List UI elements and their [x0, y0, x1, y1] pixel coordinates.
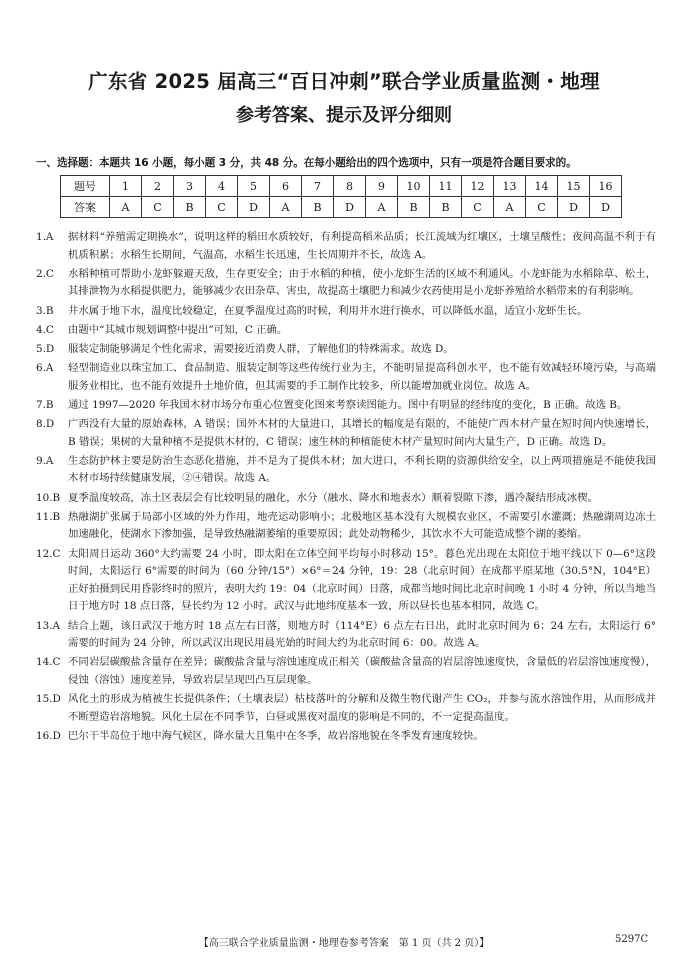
answer-item-text: 不同岩层碳酸盐含量存在差异；碳酸盐含量与溶蚀速度成正相关（碳酸盐含量高的岩层溶蚀速度快，含量低的岩层溶蚀速度慢），侵蚀（溶蚀）速度差异，导致岩层呈现凹凸互层现象。 [68, 656, 656, 686]
answer-table-number-cell: 6 [270, 176, 302, 197]
answer-table [60, 175, 622, 218]
answer-item-number: 14.C [36, 656, 61, 669]
answer-item-number: 4.C [36, 323, 54, 336]
answer-table-number-cell: 7 [302, 176, 334, 197]
answer-item-text: 巴尔干半岛位于地中海气候区，降水量大且集中在冬季，故岩溶地貌在冬季发育速度较快。 [68, 729, 484, 742]
answer-table-number-cell: 13 [494, 176, 526, 197]
answer-table-number-cell: 11 [430, 176, 462, 197]
answer-item-text: 结合上题，该日武汉于地方时 18 点左右日落，则地方时（114°E）6 点左右日出，此时北京时间为 6：24 左右，太阳运行 6°需要的时间为 24 分钟，所以武汉出现民用晨光始的时间大约为北京时间 6：00。故选 A。 [68, 619, 656, 650]
answer-item-text: 水稻种植可帮助小龙虾躲避天敌，生存更安全；由于水稻的种植，使小龙虾生活的区域不利通风。小龙虾能为水稻除草、松土，其排泄物为水稻提供肥力，能够减少农田杂草、害虫，故提高土壤肥力和减少农药使用是小龙虾养殖给水稻带来的有利影响。 [68, 267, 656, 298]
answer-table-number-row [61, 176, 622, 197]
answer-item-text: 风化土的形成为植被生长提供条件；（土壤表层）枯枝落叶的分解和及微生物代谢产生 CO₂，并参与流水溶蚀作用，从而形成并不断塑造岩溶地貌。风化土层在不同季节，白昼或黑夜对温度的影响是不同的，不一定提高温度。 [68, 693, 656, 723]
answer-table-number-cell: 3 [174, 176, 206, 197]
answer-item [36, 397, 656, 415]
answer-item [36, 416, 656, 451]
page-footer [0, 934, 688, 948]
footer-text: 【高三联合学业质量监测・地理卷参考答案 第 1 页（共 2 页）】 [198, 938, 490, 949]
page-subtitle: 参考答案、提示及评分细则 [236, 105, 452, 126]
answer-item [36, 303, 656, 321]
answer-table-number-cell: 12 [462, 176, 494, 197]
answer-table-number-cell: 15 [558, 176, 590, 197]
answer-item [36, 546, 656, 616]
answer-table-answer-cell: A [110, 197, 142, 218]
answer-item-text: 井水属于地下水，温度比较稳定，在夏季温度过高的时候，利用井水进行换水，可以降低水温，适宜小龙虾生长。 [68, 304, 588, 317]
answer-item-number: 3.B [36, 304, 54, 317]
answer-item [36, 266, 656, 301]
answer-item [36, 618, 656, 653]
answer-item-text: 生态防护林主要是防治生态恶化措施，并不是为了提供木材；加大进口，不利长期的资源供给安全，以上两项措施是不能使我国木材市场持续健康发展，②④错误。故选 A。 [68, 454, 656, 485]
answer-item-text: 由题中“其城市规划调整中提出”可知，C 正确。 [68, 323, 288, 336]
answer-table-answer-cell: B [398, 197, 430, 218]
answer-table-answer-cell: B [302, 197, 334, 218]
answer-item-number: 11.B [36, 510, 61, 523]
page-title: 广东省 2025 届高三“百日冲刺”联合学业质量监测・地理 [88, 70, 600, 93]
answer-table-number-cell: 8 [334, 176, 366, 197]
answer-table-number-cell: 5 [238, 176, 270, 197]
answer-table-answer-cell: B [430, 197, 462, 218]
answer-item [36, 360, 656, 395]
answer-table-answer-cell: C [142, 197, 174, 218]
answer-table-answer-label: 答案 [61, 197, 110, 218]
answer-item-text: 轻型制造业以珠宝加工、食品制造、服装定制等这些传统行业为主，不能明显提高科创水平，也不能有效减轻环境污染，与高端服务业相比，也不能有效提升土地价值，但其需要的手工制作比较多，所以能增加就业岗位。故选 A。 [68, 362, 656, 392]
answer-item-number: 7.B [36, 398, 54, 411]
answer-item [36, 341, 656, 359]
answer-table-answer-cell: D [238, 197, 270, 218]
answer-table-answer-cell: C [462, 197, 494, 218]
answer-item-number: 1.A [36, 231, 54, 243]
answer-table-number-cell: 14 [526, 176, 558, 197]
answer-item-number: 13.A [36, 619, 61, 632]
answer-item-text: 热融湖扩张属于局部小区域的外力作用，地壳运动影响小；北极地区基本没有大规模农业区，不需要引水灌溉；热融湖周边冻土加速融化，使湖水下渗加强，是导致热融湖萎缩的重要原因；此处动物稀少，其饮水不大可能造成整个湖的萎缩。 [68, 510, 656, 541]
answer-item-number: 6.A [36, 362, 54, 375]
answer-item [36, 229, 656, 264]
answer-table-number-cell: 10 [398, 176, 430, 197]
answer-table-answer-cell: D [558, 197, 590, 218]
answer-item-text: 服装定制能够满足个性化需求，需要接近消费人群，了解他们的特殊需求。故选 D。 [68, 342, 454, 355]
answer-table-answer-cell: D [590, 197, 622, 218]
answer-item-number: 10.B [36, 491, 61, 504]
answer-item-text: 广西没有大量的原始森林，A 错误；国外木材的大量进口，其增长的幅度是有限的，不能使广西木材产量在短时间内快速增长，B 错误；果树的大量种植不是提供木材的，C 错误；速生林的种植能使木材产量短时间内大量生产，D 正确。故选 D。 [68, 418, 656, 448]
answer-item-number: 5.D [36, 342, 55, 355]
answer-item-number: 16.D [36, 729, 61, 742]
answer-table-number-cell: 4 [206, 176, 238, 197]
answers-list [36, 229, 656, 747]
answer-table-number-cell: 16 [590, 176, 622, 197]
answer-table-number-label: 题号 [61, 176, 110, 197]
answer-item [36, 490, 656, 508]
answer-item-number: 9.A [36, 454, 54, 467]
answer-table-answer-cell: A [366, 197, 398, 218]
answer-table-number-cell: 2 [142, 176, 174, 197]
footer-code: 5297C [615, 934, 649, 945]
answer-item [36, 728, 656, 746]
answer-item [36, 654, 656, 689]
section-heading: 一、选择题：本题共 16 小题，每小题 3 分，共 48 分。在每小题给出的四个选项中，只有一项是符合题目要求的。 [36, 157, 577, 169]
answer-item-text: 通过 1997—2020 年我国木材市场分布重心位置变化图来考察读图能力。图中有明显的经纬度的变化，B 正确。故选 B。 [68, 398, 628, 411]
answer-table-answer-cell: A [494, 197, 526, 218]
answer-item [36, 691, 656, 726]
answer-item [36, 453, 656, 488]
answer-item [36, 322, 656, 340]
answer-item-number: 12.C [36, 547, 61, 560]
answer-table-answer-row [61, 197, 622, 218]
answer-item-number: 15.D [36, 693, 61, 706]
answer-item-text: 太阳周日运动 360°大约需要 24 小时，即太阳在立体空间平均每小时移动 15°。暮色光出现在太阳位于地平线以下 0—6°这段时间，太阳运行 6°需要的时间为（60 分钟/15°）×6°＝24 分钟，19：28（北京时间）在成都平原某地（30.5°N，104°E）正好拍摄到民用昏影终时的照片，表明大约 19：04（北京时间）日落，成都当地时间比北京时间晚 1 小时 4 分钟，所以当地当日于地方时 18 点日落，昼长约为 12 小时。武汉与此地纬度基本一致，所以昼长也基本相同，故选 C。 [68, 547, 656, 613]
answer-table-answer-cell: C [526, 197, 558, 218]
answer-item-text: 夏季温度较高，冻土区表层会有比较明显的融化，水分（融水、降水和地表水）顺着裂隙下渗，遇冷凝结形成冰楔。 [68, 491, 598, 504]
answer-item-number: 2.C [36, 267, 54, 280]
answer-table-answer-cell: C [206, 197, 238, 218]
answer-table-number-cell: 9 [366, 176, 398, 197]
answer-table-answer-cell: D [334, 197, 366, 218]
answer-table-number-cell: 1 [110, 176, 142, 197]
answer-item [36, 509, 656, 544]
answer-table-answer-cell: A [270, 197, 302, 218]
answer-item-number: 8.D [36, 418, 55, 431]
answer-item-text: 据材料“养殖需定期换水”，说明这样的稻田水质较好，有利提高稻米品质；长江流域为红壤区，土壤呈酸性；夜间高温不利于有机质积累；水稻生长期间，气温高，水稻生长迅速，生长周期并不长，故选 A。 [68, 231, 656, 261]
answer-table-answer-cell: B [174, 197, 206, 218]
